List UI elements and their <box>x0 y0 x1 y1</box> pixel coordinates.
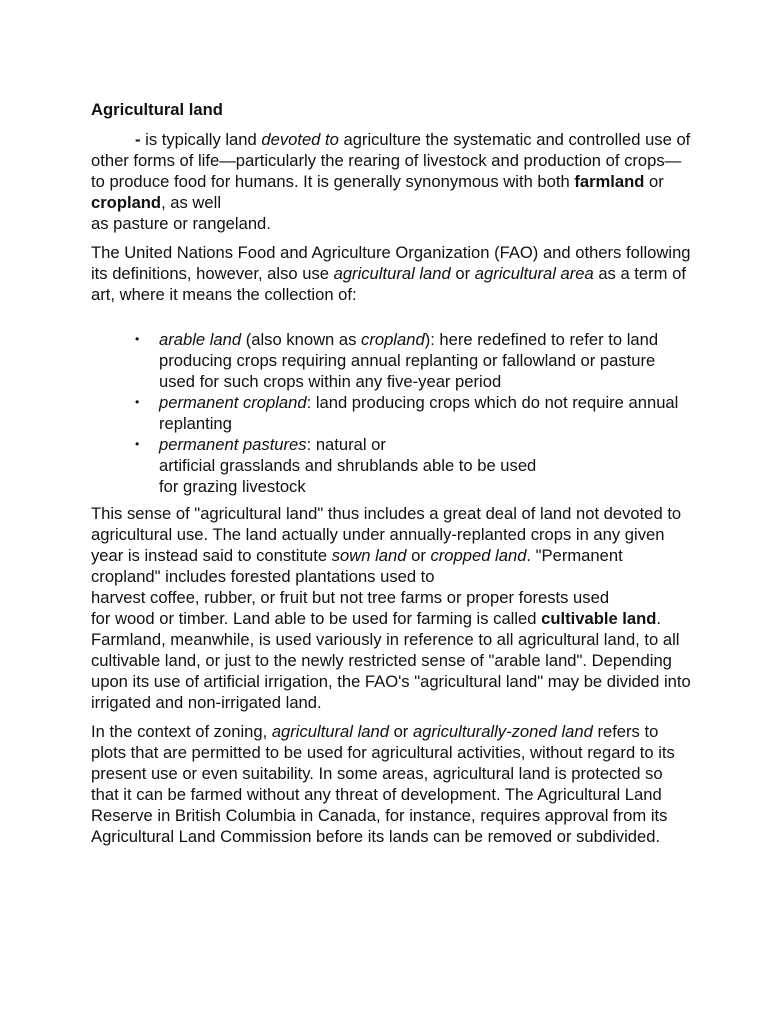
text-span: or <box>388 722 413 741</box>
italic-span: arable land <box>159 330 242 349</box>
text-span: . "Permanent cropland" includes forested plantations used to <box>91 546 623 586</box>
text-span: as a term of art, where it means the collection of: <box>91 264 686 304</box>
italic-span: agricultural land <box>333 264 451 283</box>
text-span: is typically land <box>140 130 262 149</box>
italic-span: cropped land <box>430 546 527 565</box>
italic-span: sown land <box>331 546 407 565</box>
text-span: for wood or timber. Land able to be used for farming is called <box>91 609 542 628</box>
text-span: agriculture the systematic and controlled use of other forms of life—particularly the rearing of livestock and production of crops—to produce food for humans. It is generally synonymous with both <box>91 130 691 191</box>
dash-marker: - <box>135 130 141 149</box>
text-span: as pasture or rangeland. <box>91 214 271 233</box>
text-span: : land producing crops which do not require annual replanting <box>159 393 679 433</box>
italic-span: permanent cropland <box>159 393 307 412</box>
bold-term-farmland: farmland <box>574 172 645 191</box>
italic-span: agricultural area <box>474 264 594 283</box>
bullet-icon: • <box>135 437 140 451</box>
italic-span: agricultural land <box>271 722 389 741</box>
text-span: In the context of zoning, <box>91 722 272 741</box>
italic-span: permanent pastures <box>159 435 307 454</box>
italic-span: cropland <box>361 330 425 349</box>
text-span: or <box>450 264 475 283</box>
land-type-list <box>91 329 691 497</box>
italic-span: devoted to <box>261 130 339 149</box>
text-span: The United Nations Food and Agriculture Organization (FAO) and others following its definitions, however, also use <box>91 243 691 283</box>
paragraph-zoning <box>91 721 691 847</box>
text-span: or <box>406 546 431 565</box>
list-item <box>91 329 691 392</box>
bold-term-cropland: cropland <box>91 193 162 212</box>
text-span: refers to plots that are permitted to be used for agricultural activities, without regard to its present use or even suitability. In some areas, agricultural land is protected so that it can be farmed without any threat of development. The Agricultural Land Reserve in British Columbia in Canada, for instance, requires approval from its Agricultural Land Commission before its lands can be removed or subdivided. <box>91 722 675 846</box>
document-heading: Agricultural land <box>91 100 223 119</box>
text-span: for grazing livestock <box>159 477 306 496</box>
text-span: harvest coffee, rubber, or fruit but not tree farms or proper forests used <box>91 588 610 607</box>
text-span: . Farmland, meanwhile, is used variously in reference to all agricultural land, to all cultivable land, or just to the newly restricted sense of "arable land". Depending upon its use of artificial irrigation, the FAO's "agricultural land" may be divided into irrigated and non-irrigated land. <box>91 609 691 712</box>
paragraph-fao <box>91 242 691 305</box>
text-span: ): here redefined to refer to land producing crops requiring annual replanting or fallowland or pasture used for such crops within any five-year period <box>159 330 659 391</box>
text-span: This sense of "agricultural land" thus includes a great deal of land not devoted to agricultural use. The land actually under annually-replanted crops in any given year is instead said to constitute <box>91 504 682 565</box>
text-span: , as well <box>161 193 222 212</box>
document-page <box>91 99 691 855</box>
paragraph-sense <box>91 503 691 713</box>
text-span: (also known as <box>241 330 362 349</box>
bullet-icon: • <box>135 395 140 409</box>
list-item <box>91 434 691 497</box>
text-span: : natural or <box>306 435 386 454</box>
italic-span: agriculturally-zoned land <box>412 722 593 741</box>
bold-term-cultivable-land: cultivable land <box>541 609 657 628</box>
text-span: artificial grasslands and shrublands able to be used <box>159 456 537 475</box>
list-item <box>91 392 691 434</box>
text-span: or <box>644 172 664 191</box>
paragraph-definition <box>91 129 691 234</box>
spacer <box>91 313 691 329</box>
bullet-icon: • <box>135 332 140 346</box>
